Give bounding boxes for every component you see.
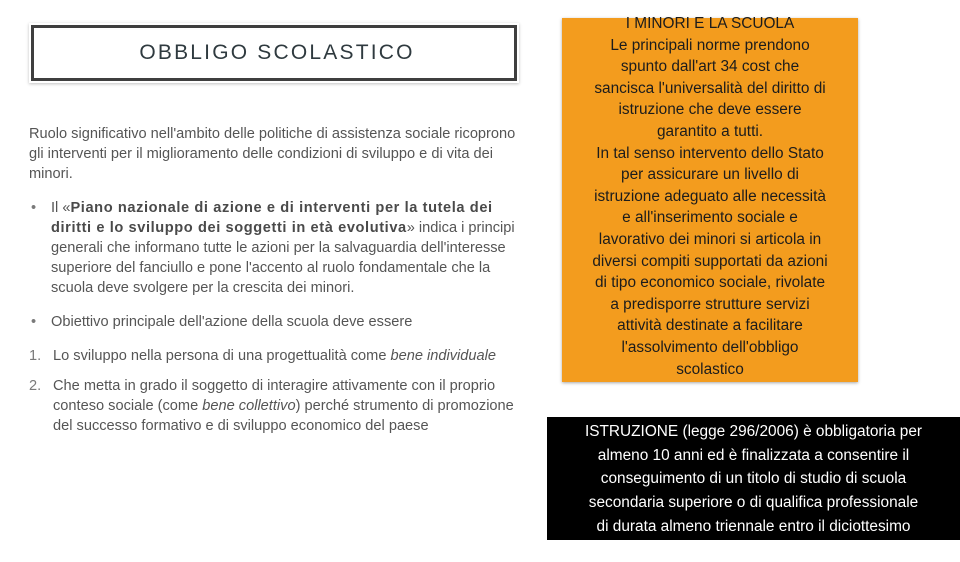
numbered-item-2	[29, 376, 525, 436]
numbered-item-1	[29, 346, 525, 366]
orange-line: istruzione che deve essere	[618, 101, 802, 119]
bullet-piano-nazionale	[29, 198, 525, 298]
orange-line: diversi compiti supportati da azioni	[592, 252, 828, 270]
orange-line: l'assolvimento dell'obbligo	[621, 338, 799, 356]
item-text-italic: bene individuale	[390, 348, 496, 364]
intro-paragraph: Ruolo significativo nell'ambito delle politiche di assistenza sociale ricoprono gli interventi per il miglioramento delle condizioni di sviluppo e di vita dei minori.	[29, 126, 516, 182]
orange-line: di tipo economico sociale, rivolate	[594, 274, 826, 292]
bullet-text-pre: Il «	[51, 200, 71, 216]
bullet-mark: •	[31, 314, 37, 330]
orange-line: spunto dall'art 34 cost che	[620, 58, 800, 76]
black-line: secondaria superiore o di qualifica professionale	[588, 494, 919, 512]
black-line: di durata almeno triennale entro il diciottesimo	[596, 517, 911, 535]
orange-line: a predisporre strutture servizi	[610, 295, 810, 313]
number-mark: 1.	[29, 348, 42, 364]
body-text	[29, 124, 525, 446]
black-line: almeno 10 anni ed è finalizzata a consentire il	[597, 446, 910, 464]
orange-line: lavorativo dei minori si articola in	[598, 230, 822, 248]
title-box	[31, 25, 517, 81]
black-line: ISTRUZIONE (legge 296/2006) è obbligatoria per	[584, 423, 923, 440]
istruzione-box	[547, 417, 960, 559]
orange-line: I MINORI E LA SCUOLA	[625, 15, 795, 32]
item-text-post: ) perché strumento di promozione del successo formativo e di sviluppo economico del paese	[53, 398, 514, 434]
orange-line: In tal senso intervento dello Stato	[596, 144, 824, 162]
orange-line: scolastico	[676, 360, 744, 378]
bullet-text-bold: Piano nazionale di azione e di interventi per la tutela dei diritti e lo sviluppo dei soggetti in età evolutiva	[51, 200, 493, 236]
bullet-mark: •	[31, 200, 37, 216]
bullet-text: Obiettivo principale dell'azione della scuola deve essere	[51, 314, 413, 330]
orange-line: istruzione adeguato alle necessità	[594, 187, 826, 205]
minori-scuola-box	[562, 15, 858, 382]
orange-line: Le principali norme prendono	[610, 36, 810, 54]
bullet-text-post: » indica i principi generali che informano tutte le azioni per la salvaguardia dell'interesse superiore del fanciullo e pone l'accento al ruolo fondamentale che la scuola deve svolgere per la crescita dei minori.	[51, 220, 515, 296]
number-mark: 2.	[29, 378, 42, 394]
orange-line: e all'inserimento sociale e	[622, 209, 798, 227]
item-text-pre: Che metta in grado il soggetto di interagire attivamente con il proprio conteso sociale (come	[53, 378, 496, 414]
item-text-pre: Lo sviluppo nella persona di una progettualità come	[53, 348, 391, 364]
orange-line: garantito a tutti.	[656, 122, 764, 140]
item-text-italic: bene collettivo	[202, 398, 296, 414]
orange-line: per assicurare un livello di	[621, 166, 799, 184]
black-line: anno di età	[715, 541, 792, 559]
page-title: OBBLIGO SCOLASTICO	[139, 41, 415, 64]
black-line: conseguimento di un titolo di studio di scuola	[600, 470, 907, 488]
orange-line: sancisca l'universalità del diritto di	[594, 79, 826, 97]
bullet-obiettivo	[29, 312, 525, 332]
orange-line: attività destinate a facilitare	[617, 317, 803, 335]
